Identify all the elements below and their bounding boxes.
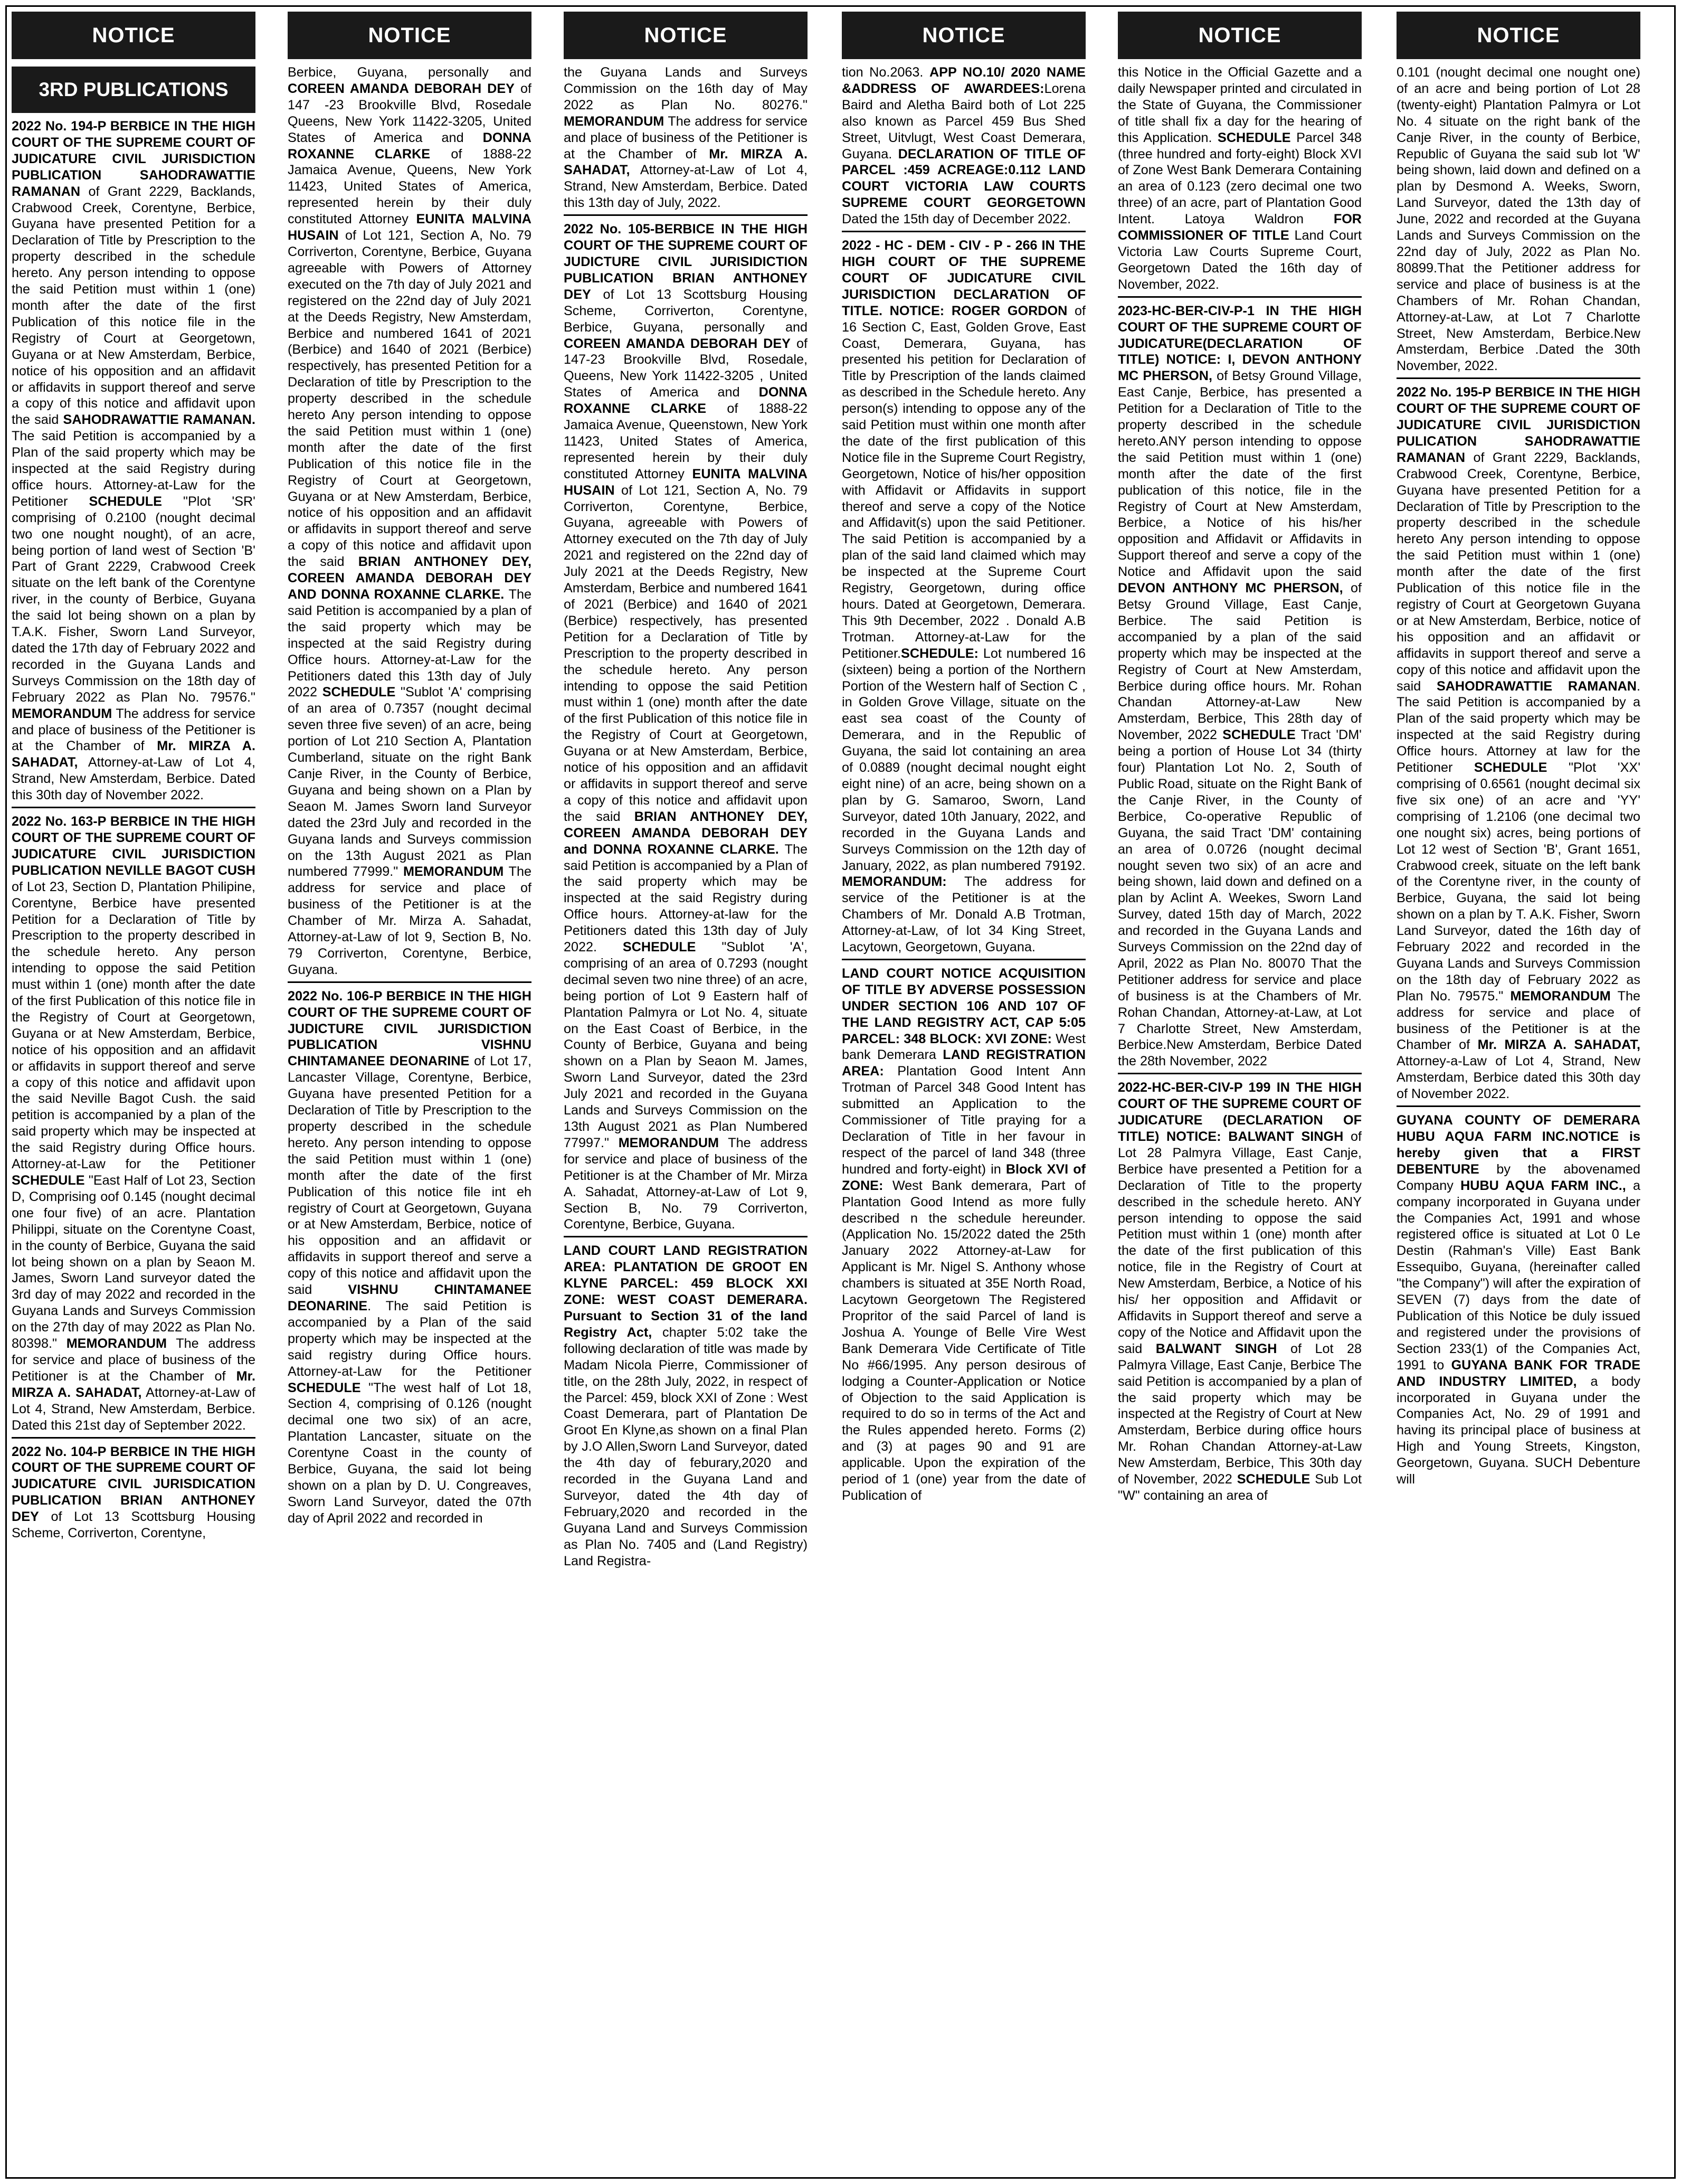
column-header: NOTICE [1118,12,1362,59]
legal-notice: 2022 No. 163-P BERBICE IN THE HIGH COURT OF THE SUPREME COURT OF JUDICATURE CIVIL JURISDICTION PUBLICATION NEVILLE BAGOT CUSH of Lot 23, Section D, Plantation Philipine, Corentyne, Berbice have presented Petition for a Declaration of Title by Prescription to the property described in the schedule hereto. Any person intending to oppose the said Petition must within 1 (one) month after the date of the first Publication of this notice file in the Registry of Court at Georgetown, Guyana or at New Amsterdam, Berbice, notice of his opposition and an affidavit or affidavits in support thereof and serve a copy of this notice and affidavit upon the said Neville Bagot Cush. the said petition is accompanied by a plan of the said property which may be inspected at the said Registry during Office hours. Attorney-at-Law for the Petitioner SCHEDULE "East Half of Lot 23, Section D, Comprising oof 0.145 (nought decimal one four five) of an acre. Plantation Philippi, situate on the Corentyne Coast, in the county of Berbice, Guyana the said lot being shown on a plan by Seaon M. James, Sworn Land surveyor dated the 3rd day of may 2022 and recorded in the Guyana Lands and Surveys Commission on the 27th day of may 2022 as Plan No. 80398." MEMORANDUM The address for service and place of business of the Petitioner is at the Chamber of Mr. MIRZA A. SAHADAT, Attorney-at-Law of Lot 4, Strand, New Amsterdam, Berbice. Dated this 21st day of September 2022. [12,814,255,1433]
notice-column-6 [1397,12,1640,1488]
notice-column-2 [288,12,531,1527]
legal-notice: Berbice, Guyana, personally and COREEN AMANDA DEBORAH DEY of 147 -23 Brookville Blvd, Rosedale Queens, New York 11422-3205, United States of America and DONNA ROXANNE CLARKE of 1888-22 Jamaica Avenue, Queens, New York 11423, United States of America, represented herein by their duly constituted Attorney EUNITA MALVINA HUSAIN of Lot 121, Section A, No. 79 Corriverton, Corentyne, Berbice, Guyana agreeable with Powers of Attorney executed on the 7th day of July 2021 and registered on the 22nd day of July 2021 at the Deeds Registry, New Amsterdam, Berbice and numbered 1641 of 2021 (Berbice) and 1640 of 2021 (Berbice) respectively, has presented Petition for a Declaration of title by Prescription to the property described in the schedule hereto Any person intending to oppose the said Petition must within 1 (one) month after the date of the first Publication of this notice file in the Registry of Court at Georgetown, Guyana or at New Amsterdam, Berbice, notice of his opposition and an affidavit or affidavits in support thereof and serve a copy of this notice and affidavit upon the said BRIAN ANTHONEY DEY, COREEN AMANDA DEBORAH DEY AND DONNA ROXANNE CLARKE. The said Petition is accompanied by a plan of the said property which may be inspected at the said Registry during Office hours. Attorney-at-Law for the Petitioners dated this 13th day of July 2022 SCHEDULE "Sublot 'A' comprising of an area of 0.7357 (nought decimal seven three five seven) of an acre, being portion of Lot 210 Section A, Plantation Cumberland, situate on the right Bank Canje River, in the County of Berbice, Guyana and being shown on a Plan by Seaon M. James Sworn land Surveyor dated the 23rd July and recorded in the Guyana lands and Surveys commission on the 13th August 2021 as Plan numbered 77999." MEMORANDUM The address for service and place of business of the Petitioner is at the Chamber of Mr. Mirza A. Sahadat, Attorney-at-Law of lot 9, Section B, No. 79 Corriverton, Corentyne, Berbice, Guyana. [288,65,531,977]
column-header: NOTICE [288,12,531,59]
notice-column-1 [12,12,255,1542]
legal-notice: 2022 No. 195-P BERBICE IN THE HIGH COURT OF THE SUPREME COURT OF JUDICATURE CIVIL JURISDICTION PULICATION SAHODRAWATTIE RAMANAN of Grant 2229, Backlands, Crabwood Creek, Corentyne, Berbice, Guyana have presented Petition for a Declaration of Title by Prescription to the property described in the schedule hereto Any person intending to oppose the said Petition must within 1 (one) month after the date of the first Publication of this notice file in the registry of Court at Georgetown Guyana or at New Amsterdam, Berbice, notice of his opposition and an affidavit or affidavits in support thereof and serve a copy of this notice and affidavit upon the said SAHODRAWATTIE RAMANAN. The said Petition is accompanied by a Plan of the said property which may be inspected at the said Registry during Office hours. Attorney at law for the Petitioner SCHEDULE "Plot 'XX' comprising of 0.6561 (nought decimal six five six one) of an acre and 'YY' comprising of 1.2106 (one decimal two one nought six) acres, being portions of Lot 12 west of Section 'B', Grant 1651, Crabwood creek, situate on the left bank of the Corentyne river, in the county of Berbice, Guyana, the said lot being shown on a plan by T. A.K. Fisher, Sworn Land Surveyor, dated the 16th day of February 2022 and recorded in the Guyana Lands and Surveys Commission on the 18th day of February 2022 as Plan No. 79575." MEMORANDUM The address for service and place of business of the Petitioner is at the Chamber of Mr. MIRZA A. SAHADAT, Attorney-a-Law of Lot 4, Strand, New Amsterdam, Berbice dated this 30th day of November 2022. [1397,385,1640,1102]
legal-notice: the Guyana Lands and Surveys Commission on the 16th day of May 2022 as Plan No. 80276." MEMORANDUM The address for service and place of business of the Petitioner is at the Chamber of Mr. MIRZA A. SAHADAT, Attorney-at-Law of Lot 4, Strand, New Amsterdam, Berbice. Dated this 13th day of July, 2022. [564,65,808,211]
column-header: NOTICE [564,12,808,59]
notice-divider [564,1236,808,1237]
legal-notice: 2022-HC-BER-CIV-P 199 IN THE HIGH COURT OF THE SUPREME COURT OF JUDICATURE (DECLARATION OF TITLE) NOTICE: BALWANT SINGH of Lot 28 Palmyra Village, East Canje, Berbice have presented a Petition for a Declaration of Title to the property described in the schedule hereto. ANY person intending to oppose the said Petition must within 1 (one) month after the date of the first publication of this notice, file in the Registry of Court at New Amsterdam, Berbice, a Notice of his his/ her opposition and Affidavit or Affidavits in Support thereof and serve a copy of the Notice and Affidavit upon the said BALWANT SINGH of Lot 28 Palmyra Village, East Canje, Berbice The said Petition is accompanied by a plan of the said property which may be inspected at the Registry of Court at New Amsterdam, Berbice during office hours Mr. Rohan Chandan Attorney-at-Law New Amsterdam, Berbice, This 30th day of November, 2022 SCHEDULE Sub Lot "W" containing an area of [1118,1080,1362,1503]
notice-divider [842,959,1086,960]
legal-notice: this Notice in the Official Gazette and a daily Newspaper printed and circulated in the State of Guyana, the Commissioner of title shall fix a day for the hearing of this Application. SCHEDULE Parcel 348 (three hundred and forty-eight) Block XVI of Zone West Bank Demerara Containing an area of 0.123 (zero decimal one two three) of an acre, part of Plantation Good Intent. Latoya Waldron FOR COMMISSIONER OF TITLE Land Court Victoria Law Courts Supreme Court, Georgetown Dated the 16th day of November, 2022. [1118,65,1362,292]
legal-notice: tion No.2063. APP NO.10/ 2020 NAME &ADDRESS OF AWARDEES:Lorena Baird and Aletha Baird both of Lot 225 also known as Parcel 459 Bus Shed Street, Uitvlugt, West Coast Demerara, Guyana. DECLARATION OF TITLE OF PARCEL :459 ACREAGE:0.112 LAND COURT VICTORIA LAW COURTS SUPREME COURT GEORGETOWN Dated the 15th day of December 2022. [842,65,1086,227]
notice-divider [12,807,255,808]
legal-notice: LAND COURT LAND REGISTRATION AREA: PLANTATION DE GROOT EN KLYNE PARCEL: 459 BLOCK XXI ZONE: WEST COAST DEMERARA. Pursuant to Section 31 of the land Registry Act, chapter 5:02 take the following declaration of title was made by Madam Nicola Pierre, Commissioner of title, on the 28th July, 2022, in respect of the Parcel: 459, block XXI of Zone : West Coast Demerara, part of Plantation De Groot En Klyne,as shown on a final Plan by J.O Allen,Sworn Land Surveyor, dated the 4th day of feburary,2020 and recorded in the Guyana Land and Surveyor, dated the 4th day of February,2020 and recorded in the Guyana Land and Surveys Commission as Plan No. 7405 and (Land Registry) Land Registra- [564,1243,808,1568]
column-header: NOTICE [1397,12,1640,59]
legal-notice: 2022 No. 104-P BERBICE IN THE HIGH COURT OF THE SUPREME COURT OF JUDICATURE CIVIL JURISDICATION PUBLICATION BRIAN ANTHONEY DEY of Lot 13 Scottsburg Housing Scheme, Corriverton, Corentyne, [12,1444,255,1541]
legal-notice: GUYANA COUNTY OF DEMERARA HUBU AQUA FARM INC.NOTICE is hereby given that a FIRST DEBENTURE by the abovenamed Company HUBU AQUA FARM INC., a company incorporated in Guyana under the Companies Act, 1991 and whose registered office is situated at Lot 0 Le Destin (Rahman's Ville) East Bank Essequibo, Guyana, (hereinafter called "the Company") will after the expiration of SEVEN (7) days from the date of Publication of this Notice be duly issued and registered under the provisions of Section 233(1) of the Companies Act, 1991 to GUYANA BANK FOR TRADE AND INDUSTRY LIMITED, a body incorporated in Guyana under the Companies Act, No. 29 of 1991 and having its principal place of business at High and Young Streets, Kingston, Georgetown, Guyana. SUCH Debenture will [1397,1113,1640,1487]
notice-divider [288,981,531,983]
legal-notice: 2023-HC-BER-CIV-P-1 IN THE HIGH COURT OF THE SUPREME COURT OF JUDICATURE(DECLARATION OF TITLE) NOTICE: I, DEVON ANTHONY MC PHERSON, of Betsy Ground Village, East Canje, Berbice, has presented a Petition for a Declaration of Title to the property described in the schedule hereto.ANY person intending to oppose the said Petition must within 1 (one) month after the date of the first publication of this notice, file in the Registry of Court at New Amsterdam, Berbice, a Notice of his his/her opposition and Affidavit or Affidavits in Support thereof and serve a copy of the Notice and Affidavit upon the said DEVON ANTHONY MC PHERSON, of Betsy Ground Village, East Canje, Berbice. The said Petition is accompanied by a plan of the said property which may be inspected at the Registry of Court at New Amsterdam, Berbice during office hours. Mr. Rohan Chandan Attorney-at-Law New Amsterdam, Berbice, This 28th day of November, 2022 SCHEDULE Tract 'DM' being a portion of House Lot 34 (thirty four) Plantation Lot No. 2, South of Public Road, situate on the Right Bank of the Canje River, in the County of Berbice, Co-operative Republic of Guyana, the said Tract 'DM' containing an area of 0.0726 (nought decimal nought seven two six) of an acre and being shown, laid down and defined on a plan by Aclint A. Weekes, Sworn Land Survey, dated 15th day of March, 2022 and recorded in the Guyana Lands and Surveys Commission on the 22nd day of April, 2022 as Plan No. 80070 That the Petitioner address for service and place of business is at the Chambers of Mr. Rohan Chandan, Attorney-at-Law, at Lot 7 Charlotte Street, New Amsterdam, Berbice.New Amsterdam, Berbice Dated the 28th November, 2022 [1118,303,1362,1069]
legal-notice: 2022 No. 106-P BERBICE IN THE HIGH COURT OF THE SUPREME COURT OF JUDICTURE CIVIL JURISDICTION PUBLICATION VISHNU CHINTAMANEE DEONARINE of Lot 17, Lancaster Village, Corentyne, Berbice, Guyana have presented Petition for a Declaration of Title by Prescription to the property described in the schedule hereto. Any person intending to oppose the said Petition must within 1 (one) month after the date of the first Publication of this notice file int eh registry of Court at Georgetown, Guyana or at New Amsterdam, Berbice, notice of his opposition and an affidavit or affidavits in support thereof and serve a copy of this notice and affidavit upon the said VISHNU CHINTAMANEE DEONARINE. The said Petition is accompanied by a Plan of the said property which may be inspected at the said registry during Office hours. Attorney-at-Law for the Petitioner SCHEDULE "The west half of Lot 18, Section 4, comprising of 0.126 (nought decimal one two six) of an acre, Plantation Lancaster, situate on the Corentyne Coast in the county of Berbice, Guyana, the said lot being shown on a plan by D. U. Congreaves, Sworn Land Surveyor, dated the 07th day of April 2022 and recorded in [288,988,531,1526]
notice-divider [564,214,808,216]
column-header: NOTICE [12,12,255,59]
notice-divider [1118,1073,1362,1074]
legal-notice: 2022 No. 105-BERBICE IN THE HIGH COURT OF THE SUPREME COURT OF JUDICTURE CIVIL JURISIDICTION PUBLICATION BRIAN ANTHONEY DEY of Lot 13 Scottsburg Housing Scheme, Corriverton, Corentyne, Berbice, Guyana, personally and COREEN AMANDA DEBORAH DEY of 147-23 Brookville Blvd, Rosedale, Queens, New York 11422-3205 , United States of America and DONNA ROXANNE CLARKE of 1888-22 Jamaica Avenue, Queenstown, New York 11423, United States of America, represented herein by their duly constituted Attorney EUNITA MALVINA HUSAIN of Lot 121, Section A, No. 79 Corriverton, Corentyne, Berbice, Guyana, agreeable with Powers of Attorney executed on the 7th day of July 2021 and registered on the 22nd day of July 2021 at the Deeds Registry, New Amsterdam, Berbice and numbered 1641 of 2021 (Berbice) and 1640 of 2021 (Berbice) respectively, has presented Petition for a Declaration of Title by Prescription to the property described in the schedule hereto. Any person intending to oppose the said Petition must within 1 (one) month after the date of the first Publication of this notice file in the Registry of Court at Georgetown, Guyana or at New Amsterdam, Berbice, notice of his opposition and an affidavit or affidavits in support thereof and serve a copy of this notice and affidavit upon the said BRIAN ANTHONEY DEY, COREEN AMANDA DEBORAH DEY and DONNA ROXANNE CLARKE. The said Petition is accompanied by a Plan of the said property which may be inspected at the said Registry during Office hours. Attorney-at-law for the Petitioners dated this 13th day of July 2022. SCHEDULE "Sublot 'A', comprising of an area of 0.7293 (nought decimal seven two nine three) of an acre, being portion of Lot 9 Eastern half of Plantation Palmyra or Lot No. 4, situate on the East Coast of Berbice, in the County of Berbice, Guyana and being shown on a Plan by Seaon M. James, Sworn Land Surveyor, dated the 23rd July 2021 and recorded in the Guyana Lands and Surveys Commission on the 13th August 2021 as Plan Numbered 77997." MEMORANDUM The address for service and place of business of the Petitioner is at the Chamber of Mr. Mirza A. Sahadat, Attorney-at-Law of Lot 9, Section B, No. 79 Corriverton, Corentyne, Berbice, Guyana. [564,222,808,1232]
legal-notice: LAND COURT NOTICE ACQUISITION OF TITLE BY ADVERSE POSSESSION UNDER SECTION 106 AND 107 OF THE LAND REGISTRY ACT, CAP 5:05 PARCEL: 348 BLOCK: XVI ZONE: West bank Demerara LAND REGISTRATION AREA: Plantation Good Intent Ann Trotman of Parcel 348 Good Intent has submitted an Application to the Commissioner of Title praying for a Declaration of Title in her favour in respect of the parcel of land 348 (three hundred and forty-eight) in Block XVI of ZONE: West Bank demerara, Part of Plantation Good Intend as more fully described n the schedule hereunder. (Application No. 15/2022 dated the 25th January 2022 Attorney-at-Law for Applicant is Mr. Nigel S. Anthony whose chambers is situated at 35E North Road, Lacytown Georgetown The Registered Propritor of the said Parcel of land is Joshua A. Younge of Belle Vire West Bank Demerara Vide Certificate of Title No #66/1995. Any person desirous of lodging a Counter-Application or Notice of Objection to the said Application is required to do so in terms of the Act and the Rules appended hereto. Forms (2) and (3) at pages 90 and 91 are applicable. Upon the expiration of the period of 1 (one) year from the date of Publication of [842,966,1086,1503]
legal-notice: 2022 - HC - DEM - CIV - P - 266 IN THE HIGH COURT OF THE SUPREME COURT OF JUDICATURE CIVIL JURISDICTION DECLARATION OF TITLE. NOTICE: ROGER GORDON of 16 Section C, East, Golden Grove, East Coast, Demerara, Guyana, has presented his petition for Declaration of Title by Prescription of the lands claimed as described in the Schedule hereto. Any person(s) intending to oppose any of the said Petition must within one month after the date of the first publication of this Notice file in the Supreme Court Registry, Georgetown, Notice of his/her opposition with Affidavit or Affidavits in support thereof and serve a copy of the Notice and Affidavit(s) upon the said Petitioner. The said Petition is accompanied by a plan of the said land claimed which may be inspected at the Supreme Court Registry, Georgetown, during office hours. Dated at Georgetown, Demerara. This 9th December, 2022 . Donald A.B Trotman. Attorney-at-Law for the Petitioner.SCHEDULE: Lot numbered 16 (sixteen) being a portion of the Northern Portion of the Western half of Section C , in Golden Grove Village, situate on the east sea coast of the County of Demerara, and in the Republic of Guyana, the said lot containing an area of 0.0889 (nought decimal nought eight eight nine) of an acre, being shown on a plan by G. Samaroo, Sworn, Land Surveyor, dated 10th January, 2022, and recorded in the Guyana Lands and Surveys Commission on the 12th day of January, 2022, as plan numbered 79192. MEMORANDUM: The address for service of the Petitioner is at the Chambers of Mr. Donald A.B Trotman, Attorney-at-Law, of lot 34 King Street, Lacytown, Georgetown, Guyana. [842,238,1086,955]
notice-column-5 [1118,12,1362,1504]
legal-notice: 0.101 (nought decimal one nought one) of an acre and being portion of Lot 28 (twenty-eight) Plantation Palmyra or Lot No. 4 situate on the right bank of the Canje River, in the county of Berbice, Republic of Guyana the said sub lot 'W' being shown, laid down and defined on a plan by Desmond A. Weeks, Sworn, Land Surveyor, dated the 13th day of June, 2022 and recorded at the Guyana Lands and Surveys Commission on the 22nd day of July, 2022 as Plan No. 80899.That the Petitioner address for service and place of business is at the Chambers of Mr. Rohan Chandan, Attorney-at-Law, at Lot 7 Charlotte Street, New Amsterdam, Berbice.New Amsterdam, Berbice .Dated the 30th November, 2022. [1397,65,1640,374]
publications-banner: 3RD PUBLICATIONS [12,67,255,113]
notice-divider [1397,1105,1640,1107]
notice-divider [842,231,1086,232]
notice-divider [1397,377,1640,379]
column-header: NOTICE [842,12,1086,59]
notice-divider [1118,296,1362,298]
legal-notice: 2022 No. 194-P BERBICE IN THE HIGH COURT OF THE SUPREME COURT OF JUDICATURE CIVIL JURISDICTION PUBLICATION SAHODRAWATTIE RAMANAN of Grant 2229, Backlands, Crabwood Creek, Corentyne, Berbice, Guyana have presented Petition for a Declaration of Title by Prescription to the property described in the schedule hereto. Any person intending to oppose the said Petition must within 1 (one) month after the date of the first Publication of this notice file in the Registry of Court at Georgetown, Guyana or at New Amsterdam, Berbice, notice of his opposition and an affidavit or affidavits in support thereof and serve a copy of this notice and affidavit upon the said SAHODRAWATTIE RAMANAN. The said Petition is accompanied by a Plan of the said property which may be inspected at the said Registry during office hours. Attorney-at-Law for the Petitioner SCHEDULE "Plot 'SR' comprising of 0.2100 (nought decimal two one nought nought), of an acre, being portion of land west of Section 'B' Part of Grant 2229, Crabwood Creek situate on the left bank of the Corentyne river, in the county of Berbice, Guyana the said lot being shown on a plan by T.A.K. Fisher, Sworn Land Surveyor, dated the 17th day of February 2022 and recorded in the Guyana Lands and Surveys Commission on the 18th day of February 2022 as Plan No. 79576." MEMORANDUM The address for service and place of business of the Petitioner is at the Chamber of Mr. MIRZA A. SAHADAT, Attorney-at-Law of Lot 4, Strand, New Amsterdam, Berbice. Dated this 30th day of November 2022. [12,119,255,803]
notice-column-4 [842,12,1086,1504]
notice-divider [12,1437,255,1439]
notice-column-3 [564,12,808,1569]
